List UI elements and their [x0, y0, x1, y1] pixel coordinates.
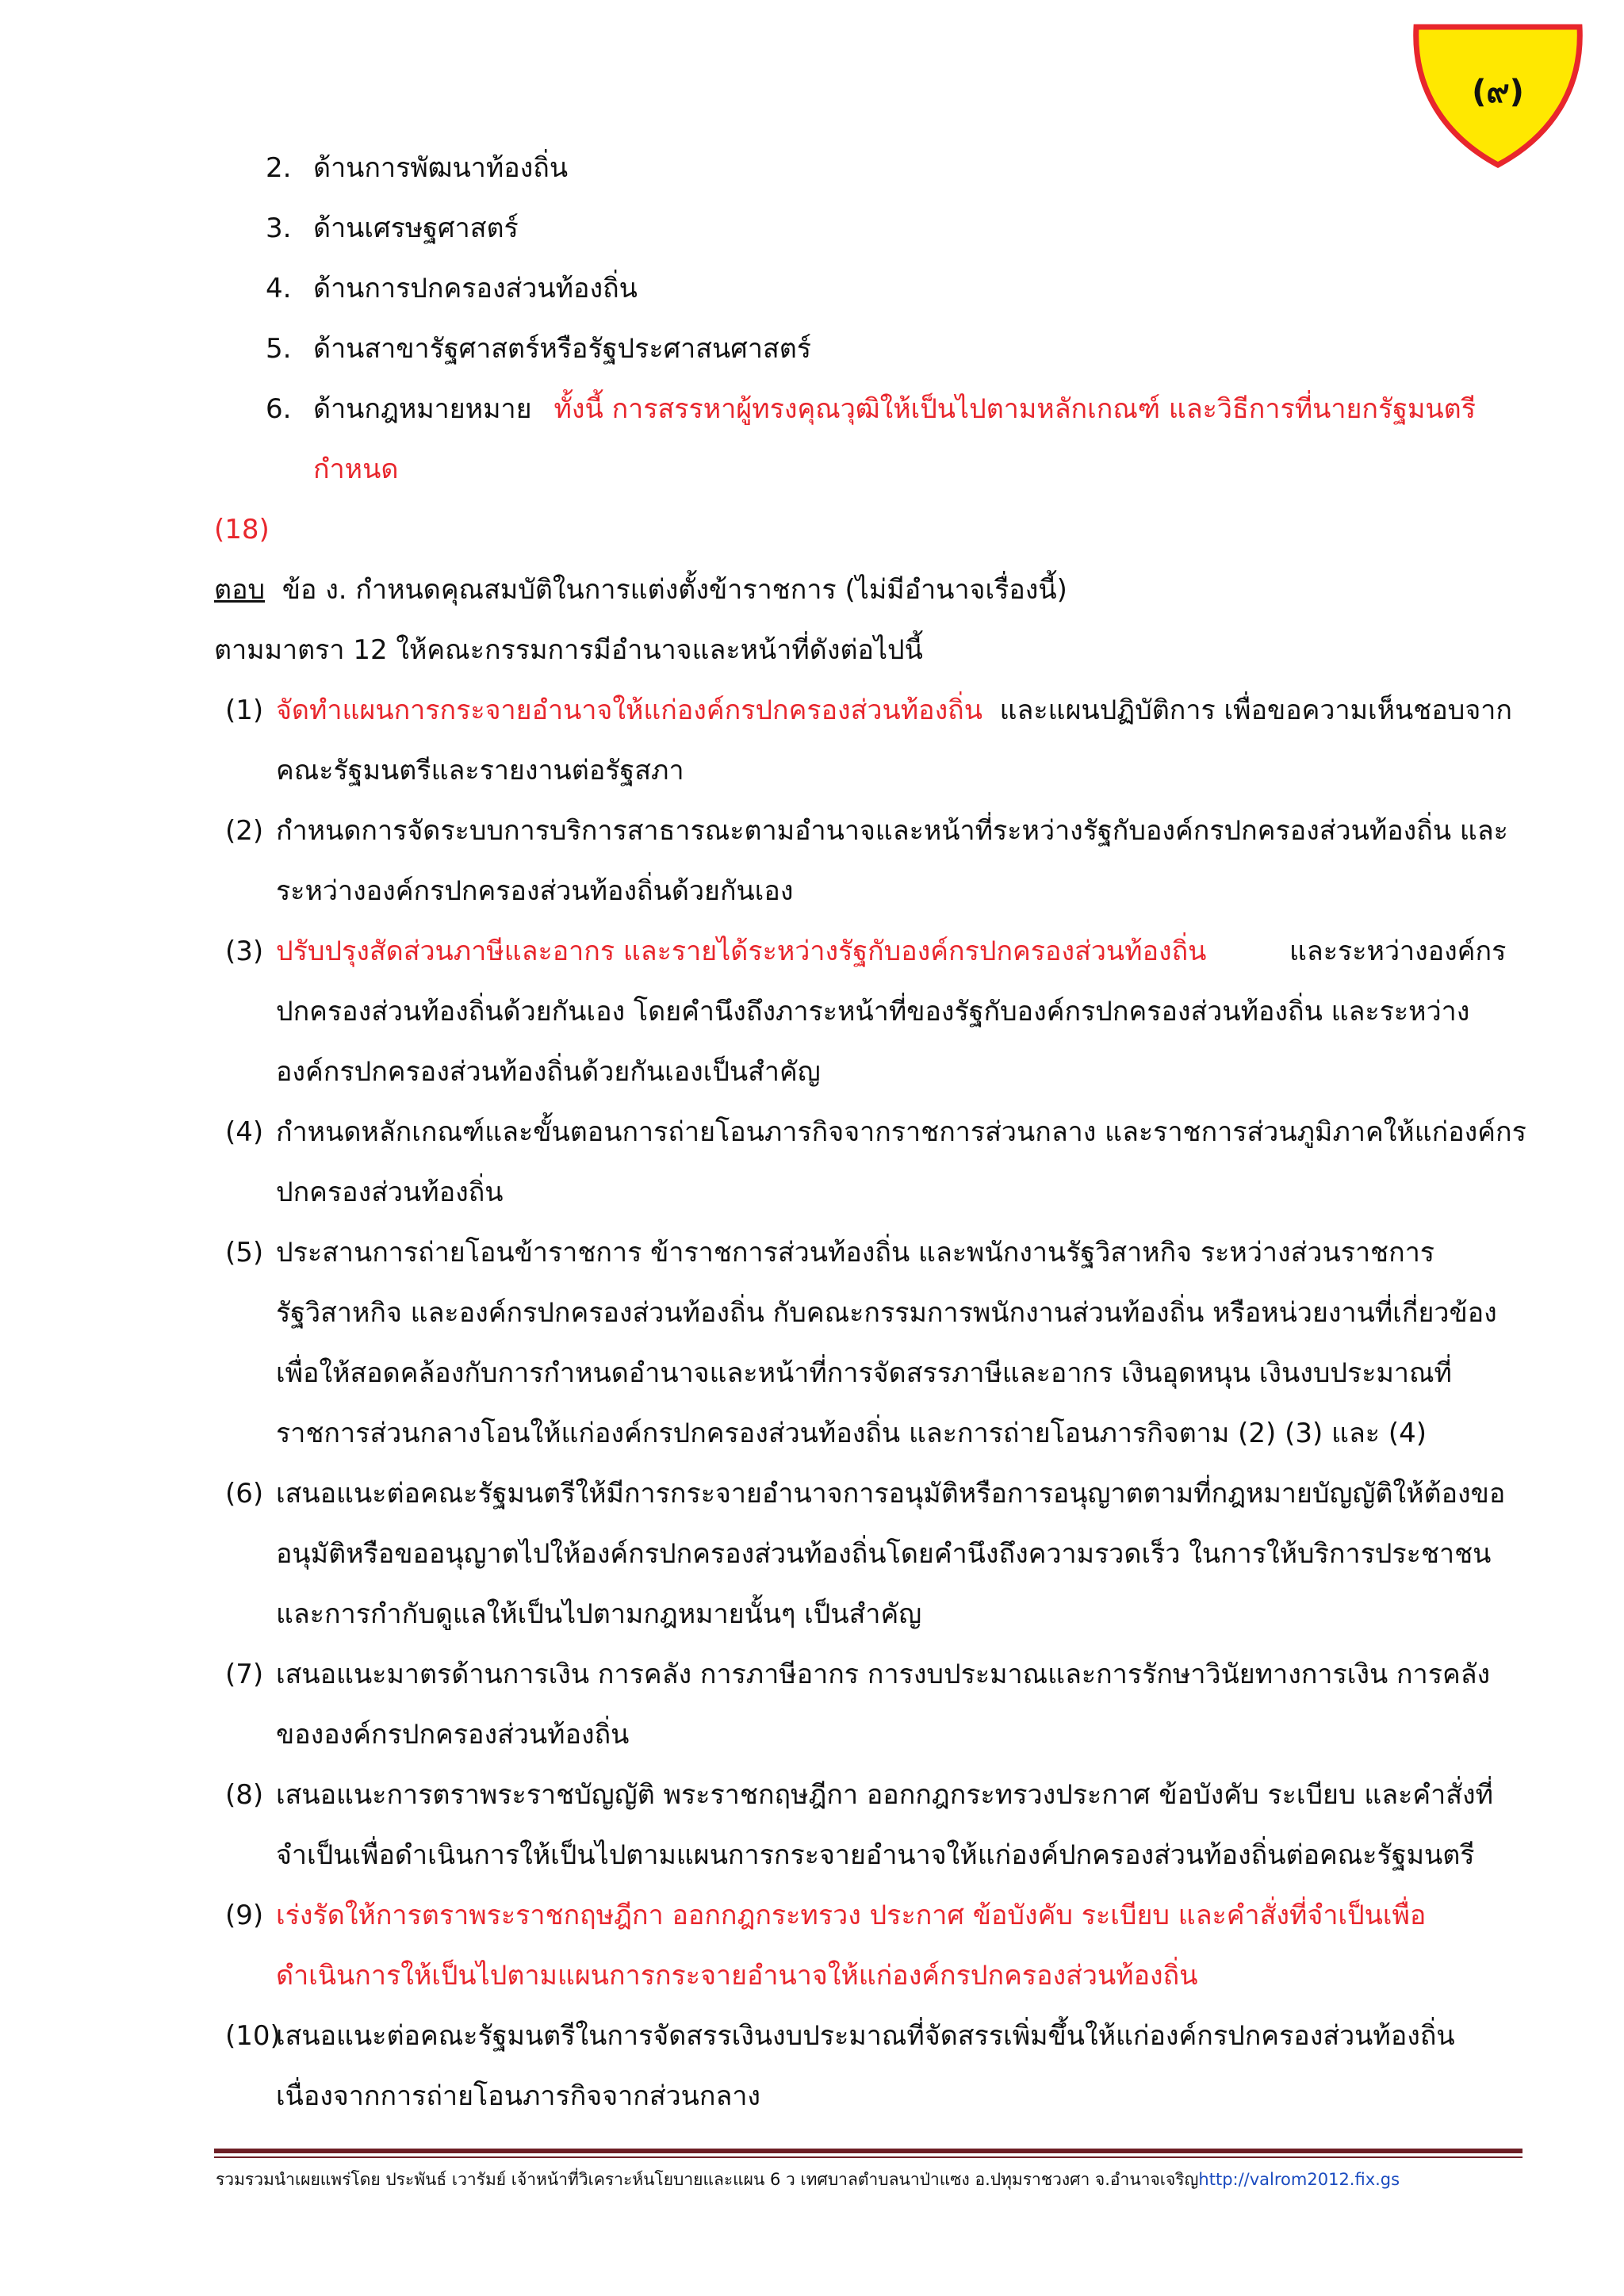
item-text: ปกครองส่วนท้องถิ่น: [276, 1177, 504, 1208]
item-text: ระหว่างองค์กรปกครองส่วนท้องถิ่นด้วยกันเอง: [276, 875, 794, 907]
item-text: ดำเนินการให้เป็นไปตามแผนการกระจายอำนาจให้แก่องค์กรปกครองส่วนท้องถิ่น: [276, 1960, 1198, 1992]
item-text: เสนอแนะการตราพระราชบัญญัติ พระราชกฤษฎีกา ออกกฎกระทรวงประกาศ ข้อบังคับ ระเบียบ และคำสั่งที่: [276, 1779, 1493, 1811]
criteria-number: 4.: [266, 273, 292, 304]
page-number: (๙): [1472, 74, 1524, 110]
footer-rule: [214, 2149, 1522, 2153]
criteria-note: ทั้งนี้ การสรรหาผู้ทรงคุณวุฒิให้เป็นไปตามหลักเกณฑ์ และวิธีการที่นายกรัฐมนตรี: [553, 393, 1476, 425]
item-text: ขององค์กรปกครองส่วนท้องถิ่น: [276, 1719, 630, 1751]
criteria-number: 2.: [266, 152, 292, 184]
criteria-text: ด้านการพัฒนาท้องถิ่น: [313, 152, 569, 184]
item-number: (4): [225, 1116, 264, 1148]
criteria-item: [266, 212, 291, 245]
item-text: รัฐวิสาหกิจ และองค์กรปกครองส่วนท้องถิ่น กับคณะกรรมการพนักงานส่วนท้องถิ่น หรือหน่วยงานที่เกี่ยวข้อง: [276, 1297, 1497, 1329]
item-text: อนุมัติหรือขออนุญาตไปให้องค์กรปกครองส่วนท้องถิ่นโดยคำนึงถึงความรวดเร็ว ในการให้บริการประชาชน: [276, 1538, 1492, 1570]
item-number: (9): [225, 1900, 264, 1931]
item-text: เสนอแนะต่อคณะรัฐมนตรีในการจัดสรรเงินงบประมาณที่จัดสรรเพิ่มขึ้นให้แก่องค์กรปกครองส่วนท้องถิ่น: [276, 2020, 1455, 2052]
item-text: เสนอแนะมาตรด้านการเงิน การคลัง การภาษีอากร การงบประมาณและการรักษาวินัยทางการเงิน การคลัง: [276, 1659, 1491, 1690]
footer-link[interactable]: http://valrom2012.fix.gs: [1198, 2170, 1400, 2189]
item-text: และระหว่างองค์กร: [1289, 936, 1507, 967]
item-text: ปรับปรุงสัดส่วนภาษีและอากร และรายได้ระหว่างรัฐกับองค์กรปกครองส่วนท้องถิ่น: [276, 936, 1207, 967]
criteria-text: ด้านการปกครองส่วนท้องถิ่น: [313, 273, 638, 304]
criteria-text: ด้านเศรษฐศาสตร์: [313, 212, 519, 244]
criteria-number: 3.: [266, 212, 292, 244]
footer-rule-thin: [214, 2156, 1522, 2158]
item-text: จัดทำแผนการกระจายอำนาจให้แก่องค์กรปกครองส่วนท้องถิ่น และแผนปฏิบัติการ เพื่อขอความเห็นชอบจาก: [276, 695, 1512, 726]
criteria-item: [266, 273, 291, 305]
answer-line: [214, 574, 1067, 607]
item-text: องค์กรปกครองส่วนท้องถิ่นด้วยกันเองเป็นสำคัญ: [276, 1056, 821, 1088]
item-text: เพื่อให้สอดคล้องกับการกำหนดอำนาจและหน้าที่การจัดสรรภาษีและอากร เงินอุดหนุน เงินงบประมาณที่: [276, 1357, 1452, 1389]
criteria-number: 6.: [266, 393, 292, 425]
item-number: (1): [225, 695, 264, 726]
criteria-note-cont: กำหนด: [313, 453, 399, 485]
item-number: (5): [225, 1237, 264, 1269]
item-number: (7): [225, 1659, 264, 1690]
footer-credit: รวมรวมนำเผยแพร่โดย ประพันธ์ เวารัมย์ เจ้าหน้าที่วิเคราะห์นโยบายและแผน 6 ว เทศบาลตำบลนาป่าแซง อ.ปทุมราชวงศา จ.อำนาจเจริญhttp://valrom2012.fix.gs: [216, 2170, 1400, 2189]
criteria-number: 5.: [266, 333, 292, 365]
item-text: ประสานการถ่ายโอนข้าราชการ ข้าราชการส่วนท้องถิ่น และพนักงานรัฐวิสาหกิจ ระหว่างส่วนราชการ: [276, 1237, 1435, 1269]
item-number: (3): [225, 936, 264, 967]
item-number: (8): [225, 1779, 264, 1811]
item-number: (10): [225, 2020, 281, 2052]
criteria-item: [266, 333, 291, 365]
question-number: (18): [214, 514, 270, 545]
criteria-text: ด้านสาขารัฐศาสตร์หรือรัฐประศาสนศาสตร์: [313, 333, 812, 365]
criteria-item: [266, 152, 291, 185]
answer-label: ตอบ: [214, 574, 266, 606]
item-text: เสนอแนะต่อคณะรัฐมนตรีให้มีการกระจายอำนาจการอนุมัติหรือการอนุญาตตามที่กฎหมายบัญญัติให้ต้องขอ: [276, 1478, 1506, 1510]
item-text: คณะรัฐมนตรีและรายงานต่อรัฐสภา: [276, 755, 684, 786]
criteria-item: [266, 393, 291, 426]
item-text: จำเป็นเพื่อดำเนินการให้เป็นไปตามแผนการกระจายอำนาจให้แก่องค์ปกครองส่วนท้องถิ่นต่อคณะรัฐมนตรี: [276, 1839, 1475, 1871]
item-text: กำหนดหลักเกณฑ์และขั้นตอนการถ่ายโอนภารกิจจากราชการส่วนกลาง และราชการส่วนภูมิภาคให้แก่องค์กร: [276, 1116, 1526, 1148]
item-text: เนื่องจากการถ่ายโอนภารกิจจากส่วนกลาง: [276, 2080, 761, 2112]
item-text: กำหนดการจัดระบบการบริการสาธารณะตามอำนาจและหน้าที่ระหว่างรัฐกับองค์กรปกครองส่วนท้องถิ่น และ: [276, 815, 1508, 847]
item-number: (2): [225, 815, 264, 847]
section-intro: ตามมาตรา 12 ให้คณะกรรมการมีอำนาจและหน้าที่ดังต่อไปนี้: [214, 634, 923, 666]
item-text: เร่งรัดให้การตราพระราชกฤษฎีกา ออกกฎกระทรวง ประกาศ ข้อบังคับ ระเบียบ และคำสั่งที่จำเป็นเพื่อ: [276, 1900, 1427, 1931]
item-text: ราชการส่วนกลางโอนให้แก่องค์กรปกครองส่วนท้องถิ่น และการถ่ายโอนภารกิจตาม (2) (3) และ (4): [276, 1418, 1427, 1449]
item-text: และการกำกับดูแลให้เป็นไปตามกฎหมายนั้นๆ เป็นสำคัญ: [276, 1598, 922, 1630]
answer-text: ข้อ ง. กำหนดคุณสมบัติในการแต่งตั้งข้าราชการ (ไม่มีอำนาจเรื่องนี้): [282, 574, 1067, 606]
item-text: ปกครองส่วนท้องถิ่นด้วยกันเอง โดยคำนึงถึงภาระหน้าที่ของรัฐกับองค์กรปกครองส่วนท้องถิ่น และระหว่าง: [276, 996, 1470, 1027]
criteria-text: ด้านกฎหมายหมาย ทั้งนี้ การสรรหาผู้ทรงคุณวุฒิให้เป็นไปตามหลักเกณฑ์ และวิธีการที่นายกรัฐมนตรี: [313, 393, 1476, 425]
item-number: (6): [225, 1478, 264, 1510]
